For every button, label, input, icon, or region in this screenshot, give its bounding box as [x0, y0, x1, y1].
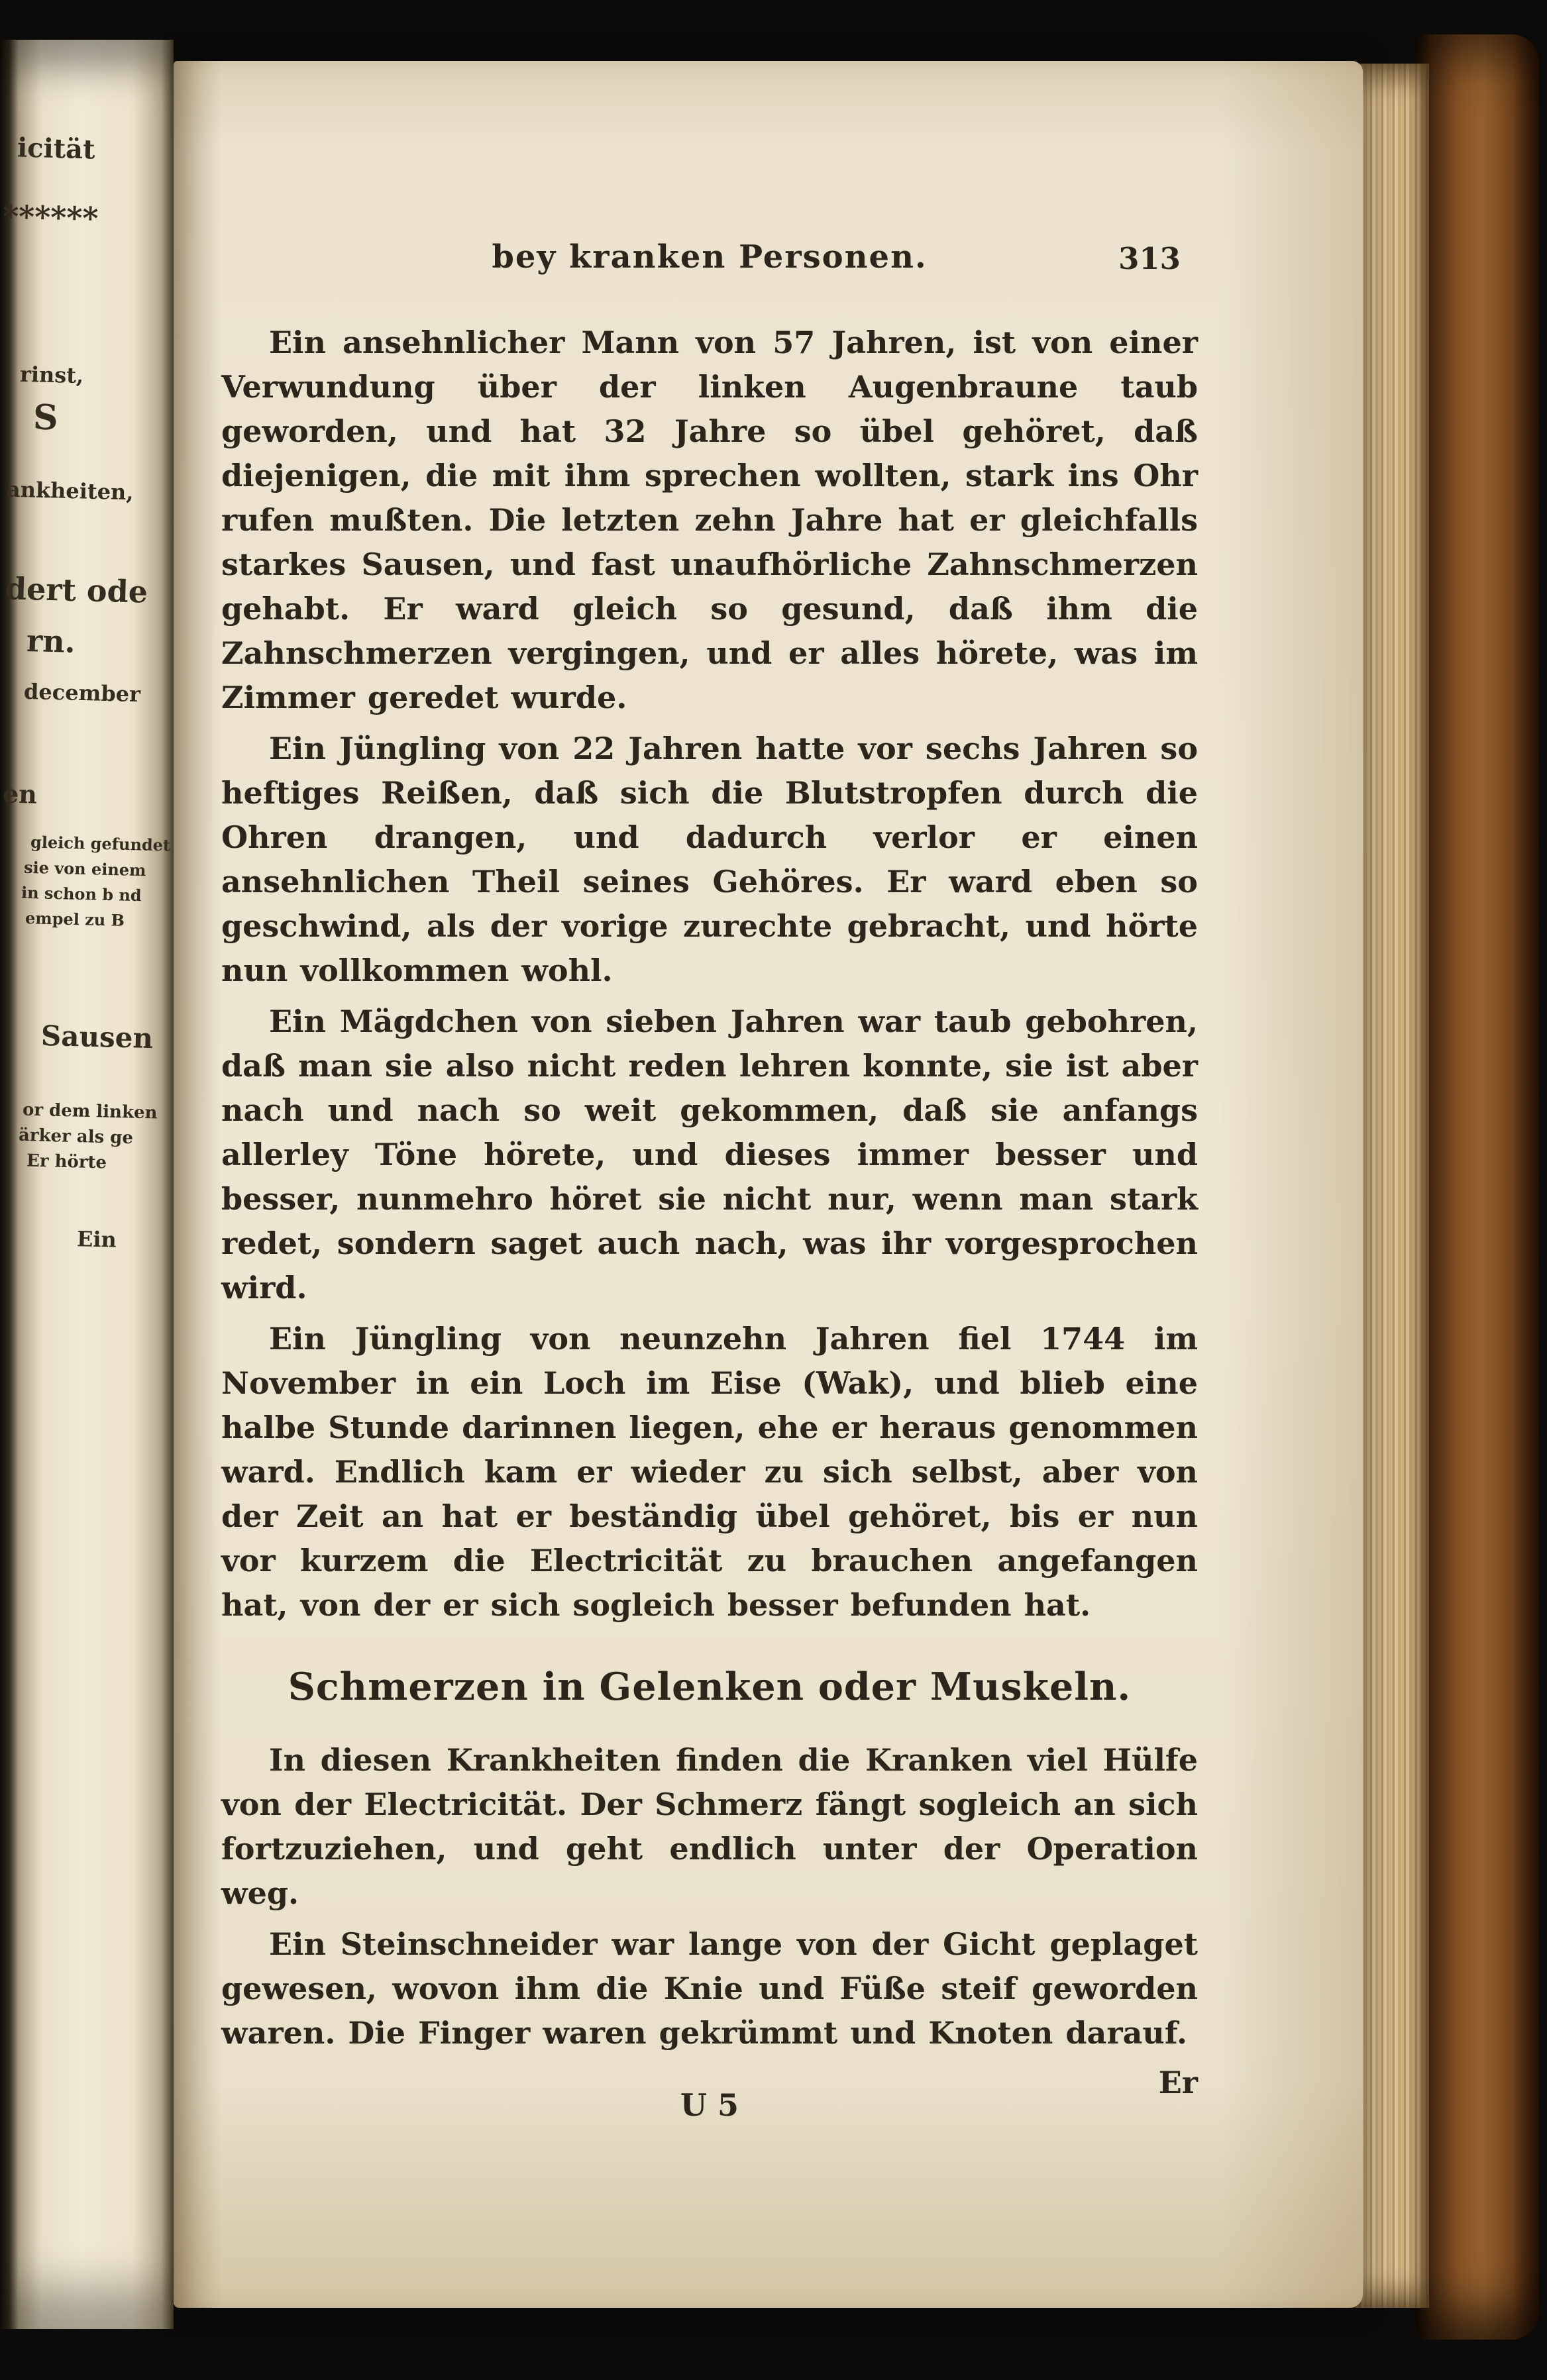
catchword: Er	[1158, 2065, 1198, 2100]
left-page-fragment: Er hörte	[26, 1151, 107, 1173]
previous-page-edge	[0, 40, 174, 2329]
left-page-fragment: december	[23, 678, 141, 707]
left-page-fragment: rinst,	[19, 361, 84, 389]
body-paragraph: Ein Jüngling von 22 Jahren hatte vor sechs Jahren so heftiges Reißen, daß sich die Blutstropfen durch die Ohren drangen, und dadurch verlor er einen ansehnlichen Theil seines Gehöres. Er ward eben so geschwind, als der vorige zurechte gebracht, und hörte nun vollkommen wohl.	[221, 731, 1198, 988]
left-page-fragment: ankheiten,	[6, 476, 134, 505]
left-page-fragment: ärker als ge	[18, 1125, 134, 1149]
book-page	[174, 61, 1363, 2308]
left-page-fragment: icität	[17, 132, 96, 166]
left-page-fragment: Ein	[76, 1226, 117, 1253]
left-page-fragment: dert ode	[5, 570, 148, 610]
book-binding	[1416, 34, 1539, 2340]
left-page-fragment: sie von einem	[23, 857, 146, 880]
asterisk-marks: ******	[2, 198, 99, 236]
signature-mark: U 5	[680, 2087, 739, 2123]
body-paragraph: In diesen Krankheiten finden die Kranken viel Hülfe von der Electricität. Der Schmerz fängt sogleich an sich fortzuziehen, und geht endlich unter der Operation weg.	[221, 1742, 1198, 1911]
body-paragraph: Ein Steinschneider war lange von der Gicht geplaget gewesen, wovon ihm die Knie und Füße steif geworden waren. Die Finger waren gekrümmt und Knoten darauf.	[221, 1926, 1198, 2051]
left-page-fragment: S	[32, 397, 59, 439]
section-heading: Schmerzen in Gelenken oder Muskeln.	[288, 1665, 1132, 1709]
left-page-fragment: en	[2, 778, 38, 809]
left-page-fragment: or dem linken	[22, 1100, 158, 1123]
left-page-fragment: rn.	[26, 623, 76, 660]
left-page-fragment: in schon b nd	[21, 882, 142, 905]
page-header	[221, 238, 1198, 293]
text-area	[221, 238, 1198, 2144]
running-header: bey kranken Personen.	[492, 238, 928, 276]
left-page-fragment: Sausen	[40, 1019, 154, 1055]
left-page-fragment: gleich gefundet	[30, 832, 171, 855]
page-footer	[221, 2065, 1198, 2144]
page-number: 313	[1118, 241, 1181, 276]
body-paragraph: Ein ansehnlicher Mann von 57 Jahren, ist von einer Verwundung über der linken Augenbraune taub geworden, und hat 32 Jahre so übel gehöret, daß diejenigen, die mit ihm sprechen wollten, stark ins Ohr rufen mußten. Die letzten zehn Jahre hat er gleichfalls starkes Sausen, und fast unaufhörliche Zahnschmerzen gehabt. Er ward gleich so gesund, daß ihm die Zahnschmerzen vergingen, und er alles hörete, was im Zimmer geredet wurde.	[221, 325, 1198, 715]
left-page-fragment: empel zu B	[25, 908, 125, 930]
body-paragraph: Ein Mägdchen von sieben Jahren war taub gebohren, daß man sie also nicht reden lehren konnte, sie ist aber nach und nach so weit gekommen, daß sie anfangs allerley Töne hörete, und dieses immer besser und besser, nunmehro höret sie nicht nur, wenn man stark redet, sondern saget auch nach, was ihr vorgesprochen wird.	[221, 1004, 1198, 1306]
body-paragraph: Ein Jüngling von neunzehn Jahren fiel 1744 im November in ein Loch im Eise (Wak), und blieb eine halbe Stunde darinnen liegen, ehe er heraus genommen ward. Endlich kam er wieder zu sich selbst, aber von der Zeit an hat er beständig übel gehöret, bis er nun vor kurzem die Electricität zu brauchen angefangen hat, von der er sich sogleich besser befunden hat.	[221, 1321, 1198, 1623]
